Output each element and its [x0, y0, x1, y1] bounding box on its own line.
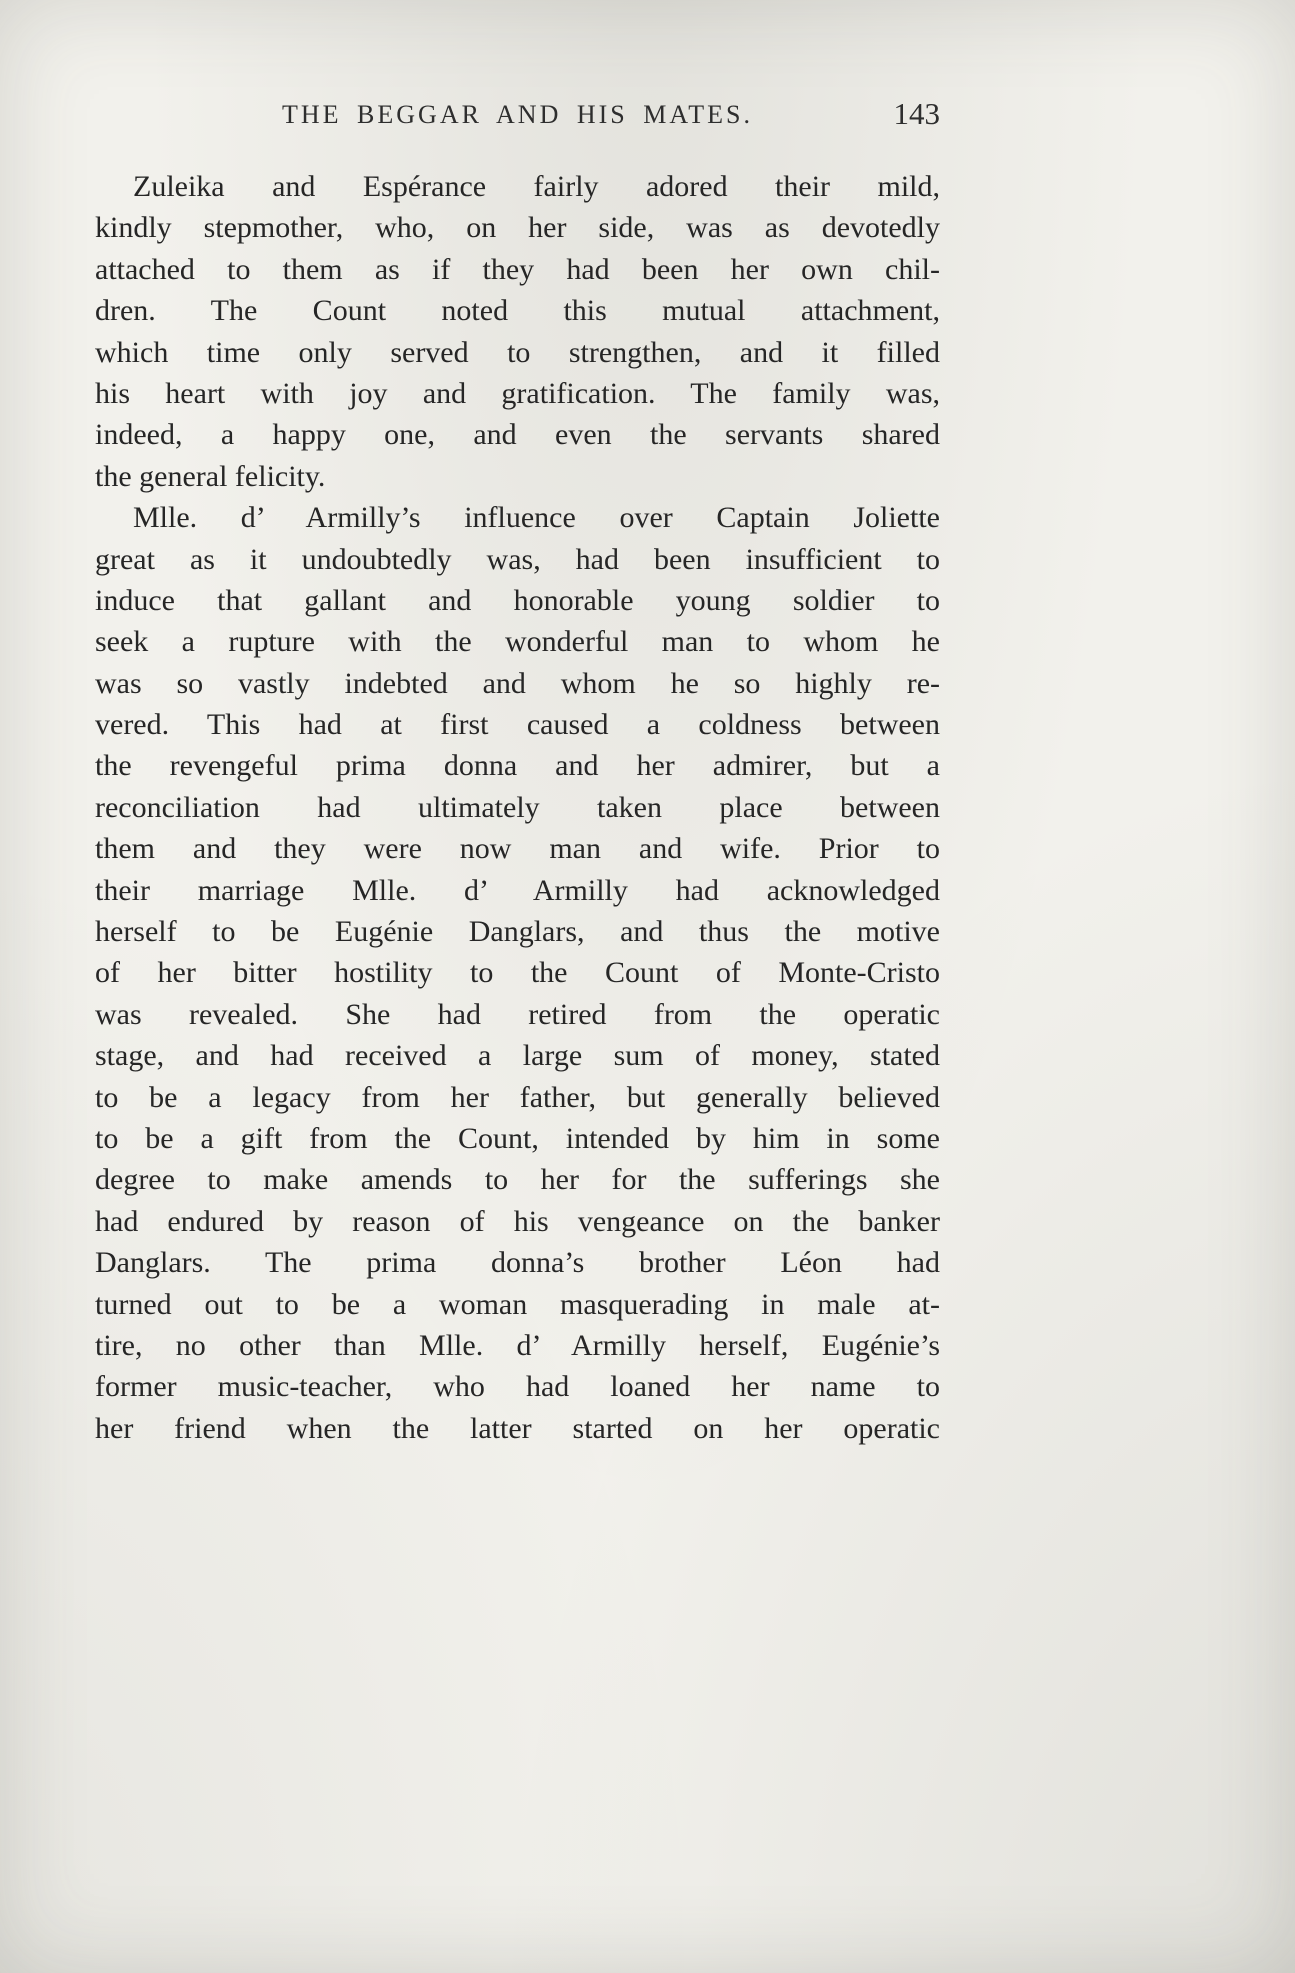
text-line: his heart with joy and gratification. The family was, [95, 376, 940, 410]
text-line: attached to them as if they had been her own chil- [95, 252, 940, 286]
text-line: Danglars. The prima donna’s brother Léon had [95, 1246, 940, 1280]
text-line: the general felicity. [95, 459, 326, 493]
paragraph-2 [95, 497, 940, 1449]
page-body [95, 166, 940, 1449]
running-title: THE BEGGAR AND HIS MATES. [282, 100, 753, 129]
text-line: herself to be Eugénie Danglars, and thus the motive [95, 915, 940, 949]
text-line: to be a gift from the Count, intended by him in some [95, 1121, 940, 1155]
text-line: tire, no other than Mlle. d’ Armilly herself, Eugénie’s [95, 1328, 940, 1362]
text-line: her friend when the latter started on her operatic [95, 1411, 940, 1445]
text-line: of her bitter hostility to the Count of Monte-Cristo [95, 956, 940, 990]
text-line: was so vastly indebted and whom he so highly re- [95, 666, 940, 700]
text-line: their marriage Mlle. d’ Armilly had acknowledged [95, 873, 940, 907]
text-line: dren. The Count noted this mutual attachment, [95, 294, 940, 328]
page-number: 143 [893, 96, 940, 131]
text-line: degree to make amends to her for the sufferings she [95, 1163, 940, 1197]
text-line: had endured by reason of his vengeance on the banker [95, 1204, 940, 1238]
paragraph-1 [95, 166, 940, 497]
text-line: reconciliation had ultimately taken place between [95, 790, 940, 824]
text-line: to be a legacy from her father, but generally believed [95, 1080, 940, 1114]
text-line: kindly stepmother, who, on her side, was as devotedly [95, 211, 940, 245]
text-line: Zuleika and Espérance fairly adored their mild, [133, 170, 940, 203]
text-line: seek a rupture with the wonderful man to whom he [95, 625, 940, 659]
text-line: the revengeful prima donna and her admirer, but a [95, 749, 940, 783]
text-line: was revealed. She had retired from the operatic [95, 997, 940, 1031]
page-header [95, 96, 940, 140]
text-line: indeed, a happy one, and even the servants shared [95, 418, 940, 452]
text-line: stage, and had received a large sum of money, stated [95, 1039, 940, 1073]
text-line: induce that gallant and honorable young soldier to [95, 583, 940, 617]
text-line: Mlle. d’ Armilly’s influence over Captain Joliette [133, 501, 940, 535]
text-line: them and they were now man and wife. Prior to [95, 832, 940, 866]
text-line: which time only served to strengthen, and it filled [95, 335, 940, 369]
text-line: vered. This had at first caused a coldness between [95, 708, 940, 742]
text-line: former music-teacher, who had loaned her name to [95, 1370, 940, 1404]
text-line: turned out to be a woman masquerading in male at- [95, 1287, 940, 1321]
text-line: great as it undoubtedly was, had been insufficient to [95, 542, 940, 576]
